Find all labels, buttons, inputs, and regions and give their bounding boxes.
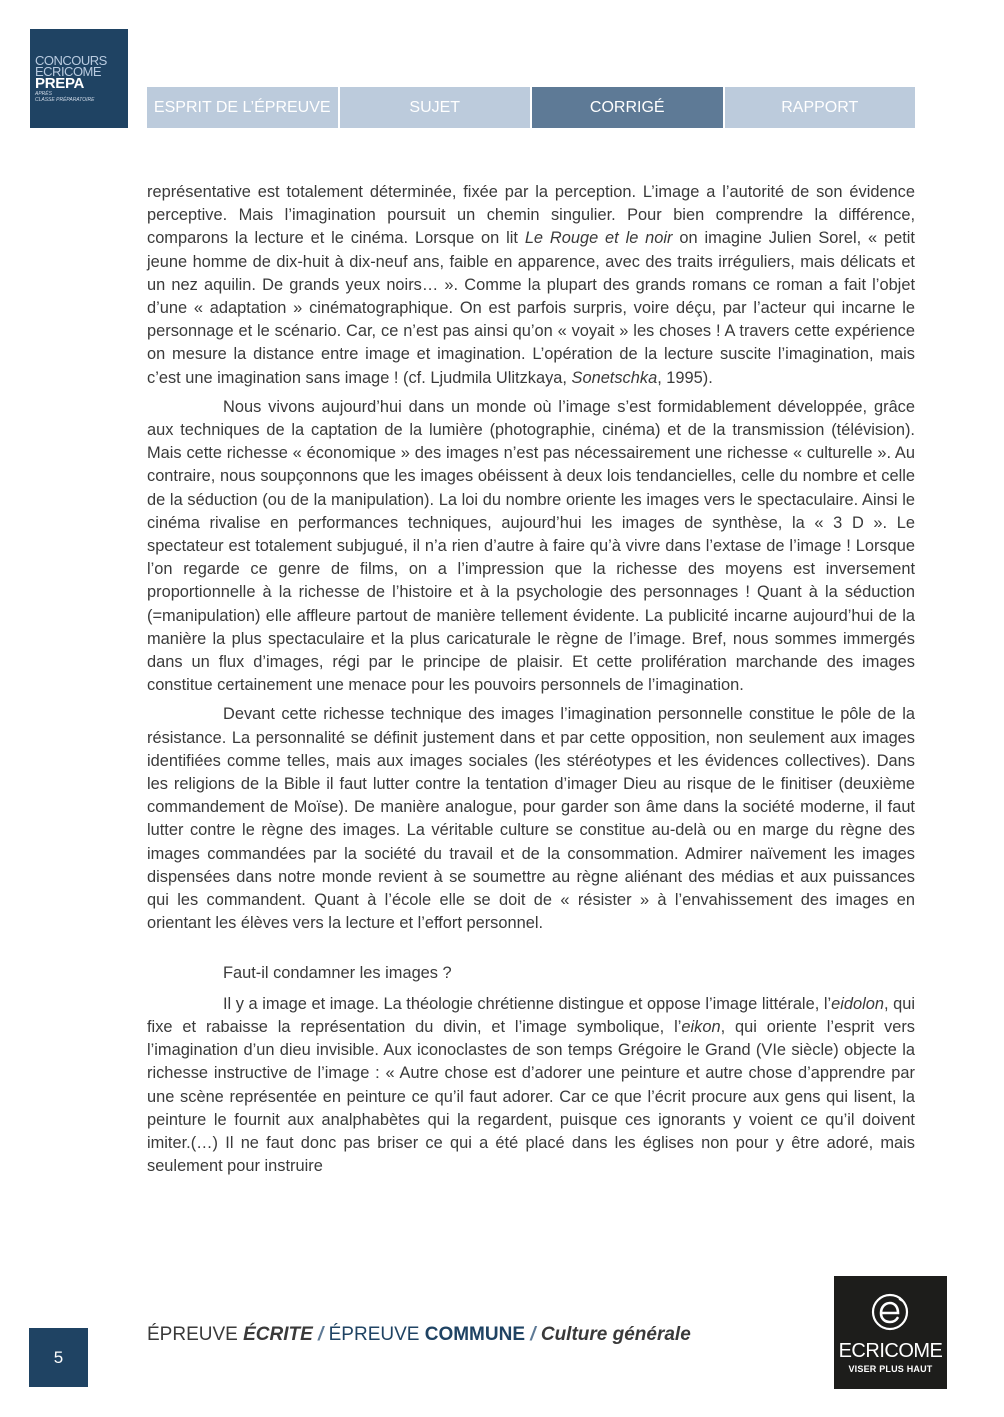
paragraph-4-text-a: Il y a image et image. La théologie chrétienne distingue et oppose l’image littérale, l’ (223, 994, 832, 1013)
footer-epreuve-2: ÉPREUVE (328, 1324, 425, 1345)
book-title: Le Rouge et le noir (524, 229, 673, 248)
footer-separator-2: / (525, 1324, 541, 1345)
footer-title (147, 1322, 691, 1348)
paragraph-1-text-b: on imagine Julien Sorel, « petit jeune homme de dix-huit à dix-neuf ans, faible en apparence, avec des traits irréguliers, mais délicats et un nez aquilin. De grands yeux noirs… ». Comme la plupart des grands romans ce roman a fait l’objet d’une « adaptation » cinématographique. On est parfois surpris, voire déçu, par l’acteur qui incarne le personnage et le scénario. Car, ce n’est pas ainsi qu’on « voyait » les choses ! A travers cette expérience on mesure la distance entre image et imagination. L’opération de la lecture suscite l’imagination, mais c’est une imagination sans image ! (cf. Ljudmila Ulitzkaya, (147, 229, 915, 387)
concours-ecricome-logo (30, 29, 128, 128)
term-eikon: eikon (681, 1017, 721, 1036)
ecricome-brand-logo (834, 1276, 947, 1389)
tab-corrige[interactable]: CORRIGÉ (532, 87, 723, 128)
logo-line-classe: CLASSE PRÉPARATOIRE (35, 97, 95, 103)
logo-line-concours: CONCOURS (35, 53, 107, 68)
paragraph-1 (147, 181, 915, 390)
paragraph-1-text-a: représentative est totalement déterminée, fixée par la perception. L’image a l’autorité de son évidence perceptive. Mais l’imagination poursuit un chemin singulier. Pour bien comprendre la différence, comparons la lecture et le cinéma. Lorsque on lit (147, 183, 915, 248)
logo-line-prepa: PREPA (35, 75, 85, 92)
term-eidolon: eidolon (831, 994, 884, 1013)
work-title: Sonetschka (571, 368, 658, 387)
section-tabs (147, 87, 915, 128)
document-body (147, 181, 915, 1184)
logo-line-apres: APRÈS (35, 91, 52, 97)
tab-sujet[interactable]: SUJET (340, 87, 531, 128)
paragraph-3: Devant cette richesse technique des images l’imagination personnelle constitue le pôle de la résistance. La personnalité se définit justement dans et par cette opposition, non seulement aux images identifiées comme telles, mais aux images sociales (les stéréotypes et les évidences collectives). Dans les religions de la Bible il faut lutter contre la tentation d’imager Dieu au risque de le finitiser (deuxième commandement de Moïse). De manière analogue, pour garder son âme dans la société moderne, il faut lutter contre le règne des images. La véritable culture se constitue au-delà ou en marge du règne des images commandées par la société du travail et de la consommation. Admirer naïvement les images dispensées dans notre monde revient à se soumettre au règne aliénant des médias et aux puissances qui les commandent. Quant à l’école elle se doit de « résister » à l’envahissement des images en orientant les élèves vers la lecture et l’effort personnel. (147, 705, 915, 933)
tab-esprit-epreuve[interactable]: ESPRIT DE L’ÉPREUVE (147, 87, 338, 128)
paragraph-2: Nous vivons aujourd’hui dans un monde où l’image s’est formidablement développée, grâce aux techniques de la captation de la lumière (photographie, cinéma) et de la transmission (télévision). Mais cette richesse « économique » des images n’est pas nécessairement une richesse « culturelle ». Au contraire, nous soupçonnons que les images obéissent à deux lois tendancielles, celle du nombre et celle de la séduction (ou de la manipulation). La loi du nombre oriente les images vers le spectaculaire. Ainsi le cinéma rivalise en performances techniques, aujourd’hui les images de synthèse, la « 3 D ». Le spectateur est totalement subjugué, il n’a rien d’autre à faire qu’à vivre dans l’extase de l’image ! Lorsque l’on regarde ce genre de films, on a l’impression que la richesse des moyens est inversement proportionnelle à la richesse de l’histoire et à la psychologie des personnages ! Quant à la séduction (=manipulation) elle affleure partout de manière tellement évidente. La publicité incarne aujourd’hui de la manière la plus spectaculaire et la plus caricaturale le règne de l’image. Bref, nous sommes immergés dans un flux d’images, régi par le principe de plaisir. Et cette prolifération marchande des images constitue certainement une menace pour les pouvoirs personnels de l’imagination. (147, 397, 915, 695)
footer-subject: Culture générale (540, 1324, 691, 1345)
page-number: 5 (29, 1328, 88, 1387)
section-heading: Faut-il condamner les images ? (223, 963, 452, 982)
logo-line-ecricome: ECRICOME (35, 64, 102, 79)
tab-rapport[interactable]: RAPPORT (725, 87, 916, 128)
brand-name: ECRICOME (838, 1340, 943, 1362)
paragraph-1-text-c: , 1995). (657, 368, 713, 387)
ecricome-e-icon (870, 1292, 910, 1332)
footer-separator-1: / (312, 1324, 329, 1345)
footer-ecrite: ÉCRITE (243, 1324, 313, 1345)
paragraph-4-text-b: , qui fixe et rabaisse la représentation du divin, et l’image symbolique, l’ (147, 994, 915, 1036)
footer-commune: COMMUNE (424, 1324, 525, 1345)
paragraph-4 (147, 993, 915, 1179)
brand-tagline: VISER PLUS HAUT (848, 1364, 933, 1374)
footer-epreuve-1: ÉPREUVE (147, 1324, 244, 1345)
paragraph-4-text-c: , qui oriente l’esprit vers l’imagination d’un dieu invisible. Aux iconoclastes de son temps Grégoire le Grand (VIe siècle) objecte la richesse instructive de l’image : « Autre chose est d’adorer une peinture et autre chose d’apprendre par une scène représentée en peinture ce qu’il faut adorer. Car ce que l’écrit procure aux gens qui lisent, la peinture le fournit aux analphabètes qui la regardent, puisque ces ignorants y voient ce qu’il doivent imiter.(…) Il ne faut donc pas briser ce qui a été placé dans les églises non pour y être adoré, mais seulement pour instruire (147, 1017, 915, 1176)
